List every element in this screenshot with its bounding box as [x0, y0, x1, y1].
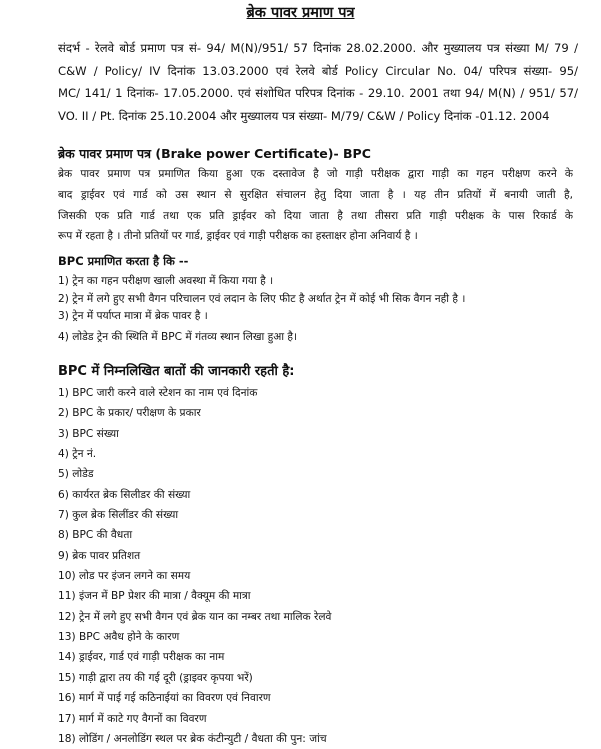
list-item: 10) लोड पर इंजन लगने का समय	[58, 570, 191, 583]
list-item: 11) इंजन में BP प्रेशर की मात्रा / वैक्यूम की मात्रा	[58, 590, 251, 603]
list-item: 6) कार्यरत ब्रेक सिलीडर की संख्या	[58, 488, 191, 501]
info-list	[58, 383, 331, 749]
list-item: 8) BPC की वैधता	[58, 529, 133, 542]
list-item: 15) गाड़ी द्वारा तय की गई दूरी (ड्राइवर कृपया भरें)	[58, 671, 253, 684]
reference-line: MC/ 141/ 1 दिनांक- 17.05.2000. एवं संशोधित परिपत्र दिनांक - 29.10. 2001 तथा 94/ M(N) / 951/ 57/	[58, 86, 578, 100]
bpc-description	[58, 164, 573, 247]
list-item: 5) लोडेड	[58, 468, 94, 481]
list-item: 4) ट्रेन नं.	[58, 448, 97, 461]
list-item: 13) BPC अवैध होने के कारण	[58, 631, 180, 644]
info-heading: BPC में निम्नलिखित बातों की जानकारी रहती है:	[58, 364, 295, 379]
reference-paragraph	[58, 37, 578, 127]
description-line: बाद ड्राईवर एवं गार्ड को उस स्थान से सुरक्षित संचालन हेतु दिया जाता है । यह तीन प्रतियों में बनायी जाती है,	[58, 188, 573, 201]
list-item: 12) ट्रेन में लगे हुए सभी वैगन एवं ब्रेक यान का नम्बर तथा मालिक रेलवे	[58, 610, 332, 623]
description-line: ब्रेक पावर प्रमाण पत्र प्रमाणित किया हुआ एक दस्तावेज है जो गाड़ी परीक्षक द्वारा गाड़ी का गहन परीक्षण करने के	[58, 168, 573, 180]
list-item: 18) लोडिंग / अनलोडिंग स्थल पर ब्रेक कंटीन्युटी / वैधता की पुन: जांच	[58, 732, 327, 745]
list-item: 14) ड्राईवर, गार्ड एवं गाड़ी परीक्षक का नाम	[58, 651, 225, 664]
page-title: ब्रेक पावर प्रमाण पत्र	[246, 5, 355, 21]
list-item: 2) BPC के प्रकार/ परीक्षण के प्रकार	[58, 407, 201, 420]
list-item: 1) BPC जारी करने वाले स्टेशन का नाम एवं दिनांक	[58, 387, 258, 399]
list-item: 3) ट्रेन में पर्याप्त मात्रा में ब्रेक पावर है ।	[58, 310, 208, 323]
certifies-heading: BPC प्रमाणित करता है कि --	[58, 254, 189, 268]
reference-line: VO. II / Pt. दिनांक 25.10.2004 और मुख्यालय पत्र संख्या- M/79/ C&W / Policy दिनांक -01.12. 2004	[58, 108, 550, 123]
list-item: 2) ट्रेन में लगे हुए सभी वैगन परिचालन एवं लदान के लिए फीट है अर्थात ट्रेन में कोई भी सिक वैगन नही है ।	[58, 292, 466, 305]
list-item: 3) BPC संख्या	[58, 427, 119, 440]
reference-line: C&W / Policy/ IV दिनांक 13.03.2000 एवं रेलवे बोर्ड Policy Circular No. 04/ परिपत्र संख्या- 95/	[58, 63, 578, 78]
list-item: 17) मार्ग में काटे गए वैगनों का विवरण	[58, 712, 207, 725]
list-item: 9) ब्रेक पावर प्रतिशत	[58, 549, 141, 562]
list-item: 4) लोडेड ट्रेन की स्थिति में BPC में गंतव्य स्थान लिखा हुआ है।	[58, 331, 298, 344]
description-line: जिसकी एक प्रति गार्ड तथा एक प्रति ड्राईवर को दिया जाता है तथा तीसरा प्रति गाड़ी परीक्षक के पास रिकार्ड के	[58, 209, 573, 222]
bpc-heading: ब्रेक पावर प्रमाण पत्र (Brake power Certificate)- BPC	[58, 146, 371, 161]
description-line: रूप में रहता है । तीनो प्रतियों पर गार्ड, ड्राईवर एवं गाड़ी परीक्षक का हस्ताक्षर होना अनिवार्य है ।	[58, 230, 418, 243]
certifies-list	[58, 273, 465, 347]
list-item: 7) कुल ब्रेक सिलींडर की संख्या	[58, 509, 179, 522]
reference-line: संदर्भ - रेलवे बोर्ड प्रमाण पत्र सं- 94/ M(N)/951/ 57 दिनांक 28.02.2000. और मुख्यालय पत्र संख्या M/ 79 /	[58, 41, 578, 55]
list-item: 1) ट्रेन का गहन परीक्षण खाली अवस्था में किया गया है ।	[58, 275, 274, 287]
list-item: 16) मार्ग में पाई गई कठिनाईयां का विवरण एवं निवारण	[58, 692, 271, 705]
